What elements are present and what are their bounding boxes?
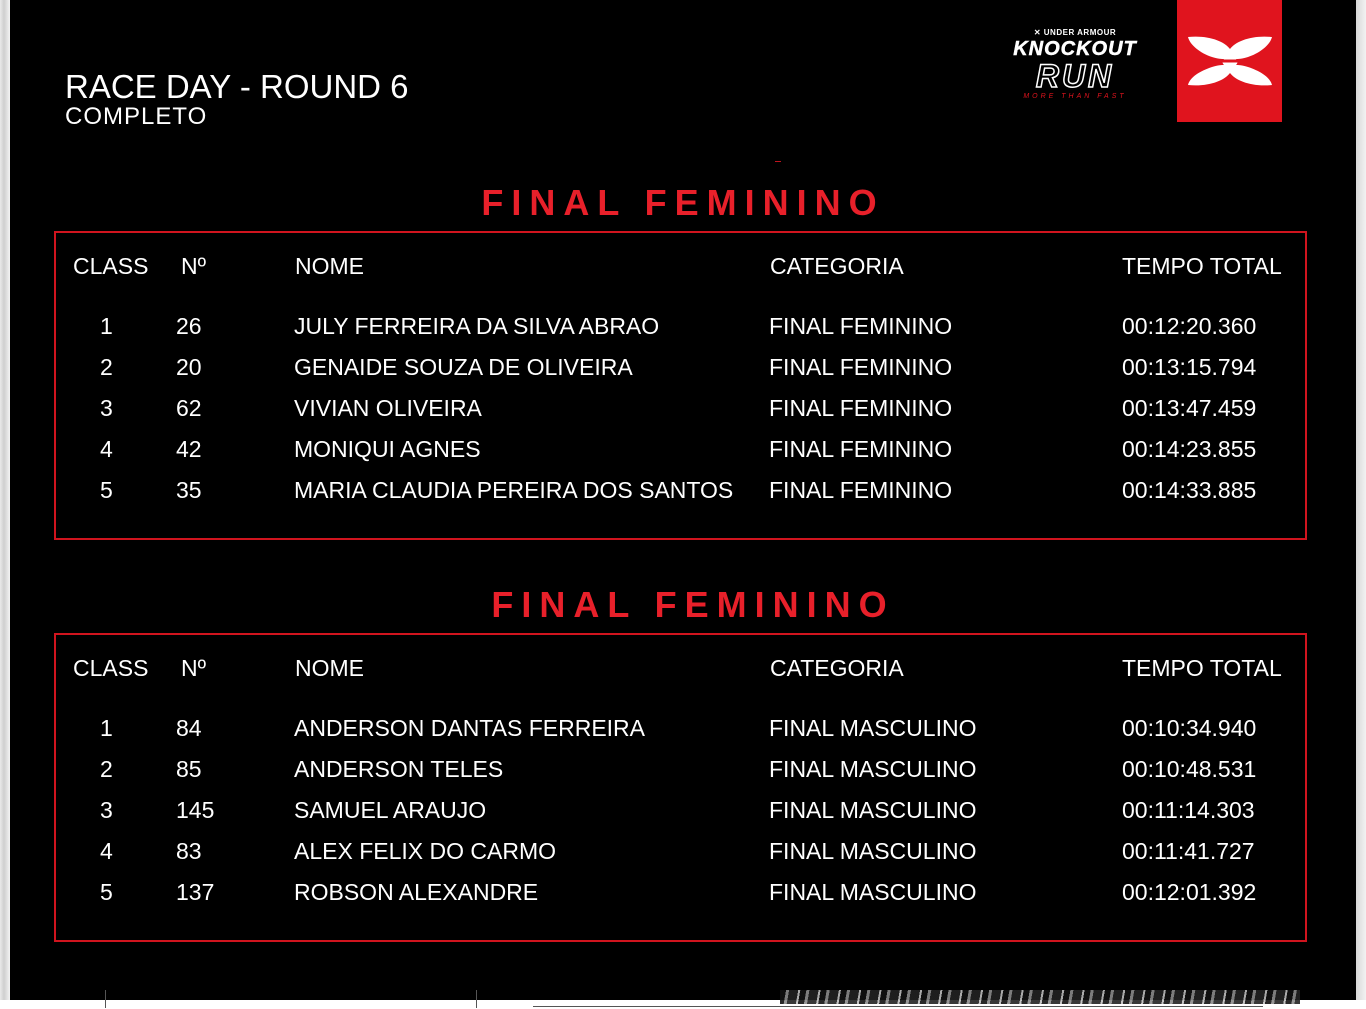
row-name: ANDERSON DANTAS FERREIRA [294,715,646,741]
row-category: FINAL FEMININO [769,436,953,462]
row-time: 00:11:14.303 [1122,797,1255,823]
col-header-categoria: CATEGORIA [770,655,904,681]
row-number: 137 [176,879,215,905]
row-number: 42 [176,436,202,462]
row-number: 83 [176,838,202,864]
section-title-2: FINAL FEMININO [491,584,895,625]
col-header-nome: NOME [295,655,364,681]
row-time: 00:14:23.855 [1122,436,1257,462]
page-subtitle: COMPLETO [65,103,208,130]
row-time: 00:12:01.392 [1122,879,1257,905]
row-name: ANDERSON TELES [294,756,504,782]
row-time: 00:13:15.794 [1122,354,1257,380]
row-position: 3 [100,797,113,823]
page-edge-right [1356,0,1366,1009]
row-position: 5 [100,477,113,503]
section-title-1: FINAL FEMININO [481,182,885,223]
row-position: 4 [100,436,113,462]
row-name: MONIQUI AGNES [294,436,481,462]
results-sheet [10,0,1356,1000]
row-category: FINAL FEMININO [769,477,953,503]
row-position: 2 [100,756,113,782]
row-category: FINAL MASCULINO [769,756,977,782]
row-number: 85 [176,756,202,782]
row-name: GENAIDE SOUZA DE OLIVEIRA [294,354,633,380]
col-header-class: CLASS [73,253,149,279]
row-name: ALEX FELIX DO CARMO [294,838,557,864]
row-category: FINAL MASCULINO [769,715,977,741]
row-position: 4 [100,838,113,864]
col-header-class: CLASS [73,655,149,681]
under-armour-icon [1186,35,1274,87]
under-armour-small-label: ✕ UNDER ARMOUR [1033,28,1117,37]
under-armour-logo [1177,0,1282,122]
divider [476,990,477,1008]
page-edge-left [0,0,10,1009]
row-name: MARIA CLAUDIA PEREIRA DOS SANTOS [294,477,734,503]
row-position: 1 [100,715,113,741]
row-name: SAMUEL ARAUJO [294,797,487,823]
knockout-wordmark: KNOCKOUT [1013,38,1137,60]
results-table-2 [54,633,1307,942]
divider [105,990,106,1008]
col-header-num: Nº [181,253,207,279]
col-header-tempo: TEMPO TOTAL [1122,655,1282,681]
row-category: FINAL FEMININO [769,395,953,421]
ua-mini-icon: ✕ [1033,28,1044,37]
row-time: 00:11:41.727 [1122,838,1255,864]
row-position: 5 [100,879,113,905]
row-name: VIVIAN OLIVEIRA [294,395,482,421]
col-header-nome: NOME [295,253,364,279]
row-category: FINAL MASCULINO [769,879,977,905]
run-wordmark: RUN [1035,58,1115,94]
knockout-run-logo [995,28,1155,108]
decor-dash [775,161,781,162]
row-position: 1 [100,313,113,339]
row-number: 145 [176,797,215,823]
row-number: 62 [176,395,202,421]
col-header-tempo: TEMPO TOTAL [1122,253,1282,279]
row-time: 00:10:34.940 [1122,715,1257,741]
row-time: 00:14:33.885 [1122,477,1257,503]
row-position: 3 [100,395,113,421]
row-number: 20 [176,354,202,380]
row-time: 00:12:20.360 [1122,313,1257,339]
divider [533,1006,1263,1007]
row-category: FINAL MASCULINO [769,797,977,823]
svg-text:®: ® [1263,80,1270,87]
row-category: FINAL FEMININO [769,354,953,380]
page-title: RACE DAY - ROUND 6 [65,68,409,105]
results-table-1 [54,231,1307,540]
row-time: 00:10:48.531 [1122,756,1257,782]
row-position: 2 [100,354,113,380]
grunge-texture [780,990,1300,1004]
row-number: 35 [176,477,202,503]
tagline: MORE THAN FAST [1023,93,1127,100]
row-name: ROBSON ALEXANDRE [294,879,539,905]
row-time: 00:13:47.459 [1122,395,1257,421]
row-category: FINAL MASCULINO [769,838,977,864]
row-name: JULY FERREIRA DA SILVA ABRAO [294,313,660,339]
row-number: 26 [176,313,202,339]
col-header-num: Nº [181,655,207,681]
row-category: FINAL FEMININO [769,313,953,339]
col-header-categoria: CATEGORIA [770,253,904,279]
row-number: 84 [176,715,202,741]
